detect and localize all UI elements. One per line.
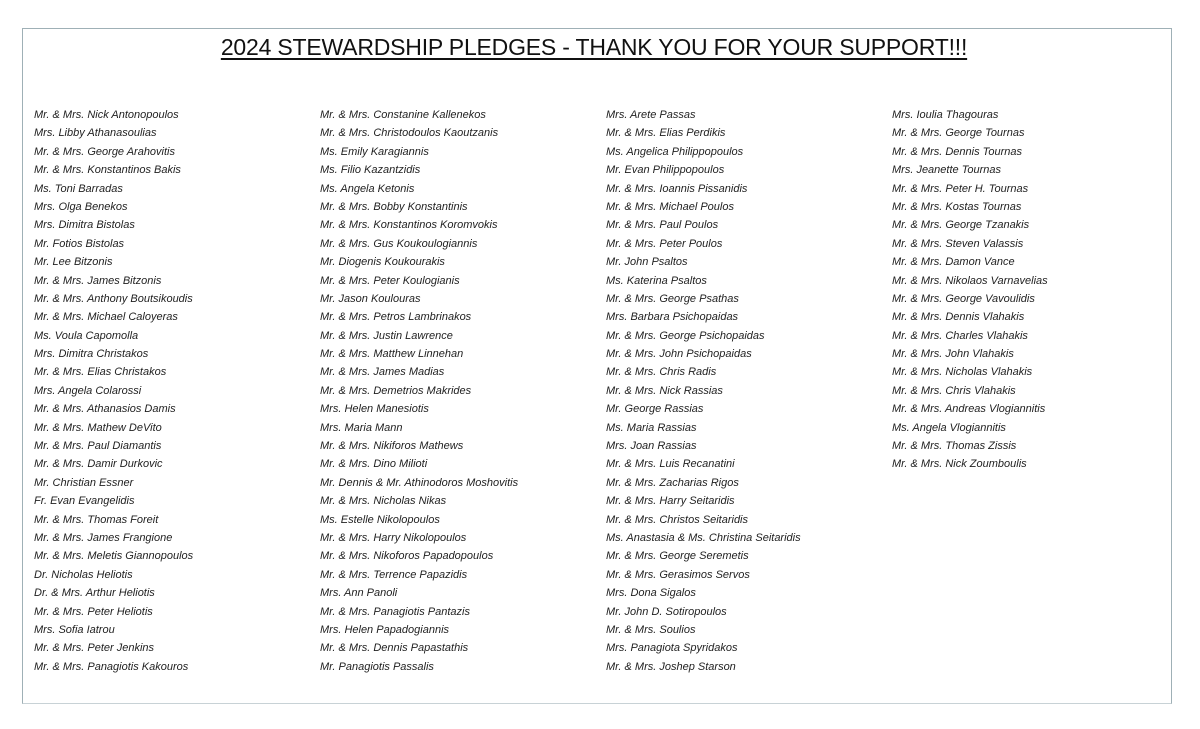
pledge-name: Mr. & Mrs. Paul Poulos	[606, 219, 719, 232]
pledge-name: Mrs. Olga Benekos	[34, 200, 128, 213]
pledge-name: Mr. & Mrs. Michael Poulos	[606, 200, 734, 213]
pledge-name: Mr. & Mrs. Paul Diamantis	[34, 440, 162, 453]
pledge-name: Mr. & Mrs. Chris Vlahakis	[892, 384, 1016, 397]
pledge-name: Mr. & Mrs. Peter Heliotis	[34, 605, 153, 618]
pledge-name: Mr. & Mrs. Terrence Papazidis	[320, 568, 468, 581]
pledge-name: Ms. Estelle Nikolopoulos	[320, 513, 440, 526]
pledge-name: Mr. & Mrs. George Psathas	[606, 292, 739, 305]
pledge-name: Ms. Voula Capomolla	[34, 329, 139, 342]
pledge-name: Mrs. Arete Passas	[606, 109, 696, 121]
pledge-name: Mr. & Mrs. Athanasios Damis	[34, 403, 176, 416]
pledge-name: Mr. & Mrs. Steven Valassis	[892, 237, 1024, 250]
pledge-column-2	[320, 106, 518, 676]
pledge-name: Ms. Emily Karagiannis	[320, 145, 429, 158]
pledge-name: Ms. Anastasia & Ms. Christina Seitaridis	[606, 531, 801, 544]
pledge-name: Mr. & Mrs. Nick Rassias	[606, 384, 723, 397]
pledge-name: Mr. & Mrs. Petros Lambrinakos	[320, 311, 472, 324]
pledge-name: Mrs. Joan Rassias	[606, 440, 697, 453]
pledge-name: Mr. & Mrs. George Psichopaidas	[606, 329, 765, 342]
pledge-name: Mr. & Mrs. James Bitzonis	[34, 274, 162, 287]
pledge-name: Mr. Fotios Bistolas	[34, 237, 125, 250]
pledge-name: Mr. & Mrs. Nick Zoumboulis	[892, 458, 1027, 471]
pledge-name: Ms. Angela Ketonis	[320, 182, 415, 195]
pledge-name: Mr. Panagiotis Passalis	[320, 660, 434, 673]
pledge-name: Mr. & Mrs. Nicholas Nikas	[320, 495, 447, 508]
pledge-name: Mr. & Mrs. Nikolaos Varnavelias	[892, 274, 1048, 287]
pledge-name: Mr. & Mrs. John Psichopaidas	[606, 348, 752, 361]
pledge-name: Ms. Angelica Philippopoulos	[606, 145, 744, 158]
pledge-name: Mr. & Mrs. Demetrios Makrides	[320, 384, 472, 397]
pledge-name: Mr. & Mrs. Konstantinos Koromvokis	[320, 219, 498, 232]
pledge-name: Mr. & Mrs. Chris Radis	[606, 366, 717, 379]
pledge-name: Mr. & Mrs. Gus Koukoulogiannis	[320, 237, 478, 250]
pledge-name: Mr. & Mrs. Mathew DeVito	[34, 421, 162, 434]
pledge-name: Mr. & Mrs. Dennis Papastathis	[320, 642, 469, 655]
pledge-name: Mrs. Angela Colarossi	[34, 384, 142, 397]
pledge-name: Mr. & Mrs. John Vlahakis	[892, 348, 1014, 361]
pledge-name: Mr. & Mrs. Kostas Tournas	[892, 200, 1022, 213]
pledge-name: Mrs. Dimitra Christakos	[34, 348, 149, 361]
pledge-name: Ms. Filio Kazantzidis	[320, 164, 421, 177]
pledge-name: Mr. & Mrs. Zacharias Rigos	[606, 476, 739, 489]
pledge-name: Mr. & Mrs. Dino Milioti	[320, 458, 428, 471]
pledge-name: Ms. Angela Vlogiannitis	[892, 421, 1006, 434]
pledge-name: Mr. & Mrs. Nicholas Vlahakis	[892, 366, 1033, 379]
pledge-name: Mrs. Dimitra Bistolas	[34, 219, 135, 232]
pledge-name: Mr. George Rassias	[606, 403, 704, 416]
pledge-name: Mr. & Mrs. James Frangione	[34, 531, 173, 544]
pledge-name: Mr. & Mrs. Anthony Boutsikoudis	[34, 292, 193, 305]
pledge-name: Mr. & Mrs. Soulios	[606, 623, 696, 636]
pledge-name: Mr. & Mrs. George Tournas	[892, 127, 1025, 140]
pledge-name: Mr. & Mrs. Peter Poulos	[606, 237, 723, 250]
pledge-name: Mr. & Mrs. Gerasimos Servos	[606, 568, 750, 581]
pledge-column-1	[34, 106, 193, 676]
pledge-name: Mr. & Mrs. George Arahovitis	[34, 145, 175, 158]
pledge-name: Ms. Toni Barradas	[34, 182, 123, 195]
pledge-name: Mr. & Mrs. Konstantinos Bakis	[34, 164, 181, 177]
pledge-name: Mr. & Mrs. Elias Christakos	[34, 366, 167, 379]
pledge-name: Mr. & Mrs. Peter Jenkins	[34, 642, 155, 655]
pledge-name: Mrs. Ann Panoli	[320, 587, 398, 600]
pledge-name: Mr. & Mrs. Thomas Foreit	[34, 513, 159, 526]
pledge-name: Mr. & Mrs. Nick Antonopoulos	[34, 109, 179, 121]
pledge-name: Mr. & Mrs. Bobby Konstantinis	[320, 200, 468, 213]
pledge-name: Fr. Evan Evangelidis	[34, 495, 135, 508]
pledge-name: Mrs. Sofia Iatrou	[34, 623, 115, 636]
pledge-name: Mr. & Mrs. Harry Seitaridis	[606, 495, 735, 508]
pledge-name: Mrs. Helen Manesiotis	[320, 403, 429, 416]
pledge-name: Mr. & Mrs. Damir Durkovic	[34, 458, 163, 471]
pledge-name: Mr. & Mrs. Andreas Vlogiannitis	[892, 403, 1046, 416]
pledge-name: Mr. Diogenis Koukourakis	[320, 256, 445, 269]
pledge-name: Mr. & Mrs. Damon Vance	[892, 256, 1015, 269]
pledge-name: Mrs. Dona Sigalos	[606, 587, 696, 600]
pledge-name: Mr. & Mrs. Peter Koulogianis	[320, 274, 460, 287]
page-title: 2024 STEWARDSHIP PLEDGES - THANK YOU FOR YOUR SUPPORT!!!	[220, 34, 968, 60]
pledge-name: Mr. & Mrs. James Madias	[320, 366, 445, 379]
pledge-name: Mrs. Panagiota Spyridakos	[606, 642, 738, 655]
pledge-name: Mrs. Ioulia Thagouras	[892, 109, 999, 121]
pledge-name: Dr. Nicholas Heliotis	[34, 568, 133, 581]
pledge-name: Mr. & Mrs. George Vavoulidis	[892, 292, 1035, 305]
pledge-name: Mr. Jason Koulouras	[320, 292, 421, 305]
pledge-name: Mr. & Mrs. Charles Vlahakis	[892, 329, 1028, 342]
pledge-name: Mr. & Mrs. Nikoforos Papadopoulos	[320, 550, 494, 563]
pledge-name: Mr. & Mrs. Christos Seitaridis	[606, 513, 749, 526]
pledge-name: Mr. & Mrs. Harry Nikolopoulos	[320, 531, 467, 544]
pledge-name: Mr. & Mrs. Ioannis Pissanidis	[606, 182, 748, 195]
pledge-name: Mr. John Psaltos	[606, 256, 688, 269]
pledge-name: Mr. & Mrs. Thomas Zissis	[892, 440, 1017, 453]
pledge-name: Mr. & Mrs. Constanine Kallenekos	[320, 109, 486, 121]
pledge-name: Ms. Katerina Psaltos	[606, 274, 707, 287]
pledge-name: Mr. Evan Philippopoulos	[606, 164, 725, 177]
pledge-name: Mr. & Mrs. Dennis Vlahakis	[892, 311, 1025, 324]
pledge-name: Mrs. Jeanette Tournas	[892, 164, 1002, 177]
pledge-name: Mr. Christian Essner	[34, 476, 134, 489]
pledge-name: Mr. & Mrs. George Seremetis	[606, 550, 749, 563]
pledge-name: Mr. & Mrs. George Tzanakis	[892, 219, 1030, 232]
pledge-name: Mrs. Maria Mann	[320, 421, 403, 434]
pledge-name: Mr. & Mrs. Justin Lawrence	[320, 329, 453, 342]
pledge-name: Mr. & Mrs. Panagiotis Pantazis	[320, 605, 470, 618]
pledge-name: Mr. & Mrs. Christodoulos Kaoutzanis	[320, 127, 499, 140]
pledge-name: Mr. John D. Sotiropoulos	[606, 605, 727, 618]
pledge-name: Mr. & Mrs. Elias Perdikis	[606, 127, 726, 140]
pledge-name: Mr. & Mrs. Panagiotis Kakouros	[34, 660, 189, 673]
pledge-name: Ms. Maria Rassias	[606, 421, 697, 434]
pledge-name: Mr. & Mrs. Luis Recanatini	[606, 458, 735, 471]
pledge-name: Mr. & Mrs. Michael Caloyeras	[34, 311, 178, 324]
pledge-column-4	[892, 106, 1048, 474]
pledge-name: Mrs. Libby Athanasoulias	[34, 127, 157, 140]
pledge-name: Mr. & Mrs. Peter H. Tournas	[892, 182, 1029, 195]
pledge-name: Dr. & Mrs. Arthur Heliotis	[34, 587, 155, 600]
pledge-name: Mr. & Mrs. Meletis Giannopoulos	[34, 550, 194, 563]
pledge-name: Mr. & Mrs. Joshep Starson	[606, 660, 736, 673]
pledge-name: Mr. Lee Bitzonis	[34, 256, 113, 269]
pledge-name: Mr. & Mrs. Dennis Tournas	[892, 145, 1023, 158]
pledge-column-3	[606, 106, 801, 676]
pledge-name: Mrs. Helen Papadogiannis	[320, 623, 450, 636]
pledge-name: Mr. Dennis & Mr. Athinodoros Moshovitis	[320, 476, 519, 489]
pledge-name: Mr. & Mrs. Matthew Linnehan	[320, 348, 464, 361]
pledge-name: Mr. & Mrs. Nikiforos Mathews	[320, 440, 464, 453]
pledge-name: Mrs. Barbara Psichopaidas	[606, 311, 739, 324]
